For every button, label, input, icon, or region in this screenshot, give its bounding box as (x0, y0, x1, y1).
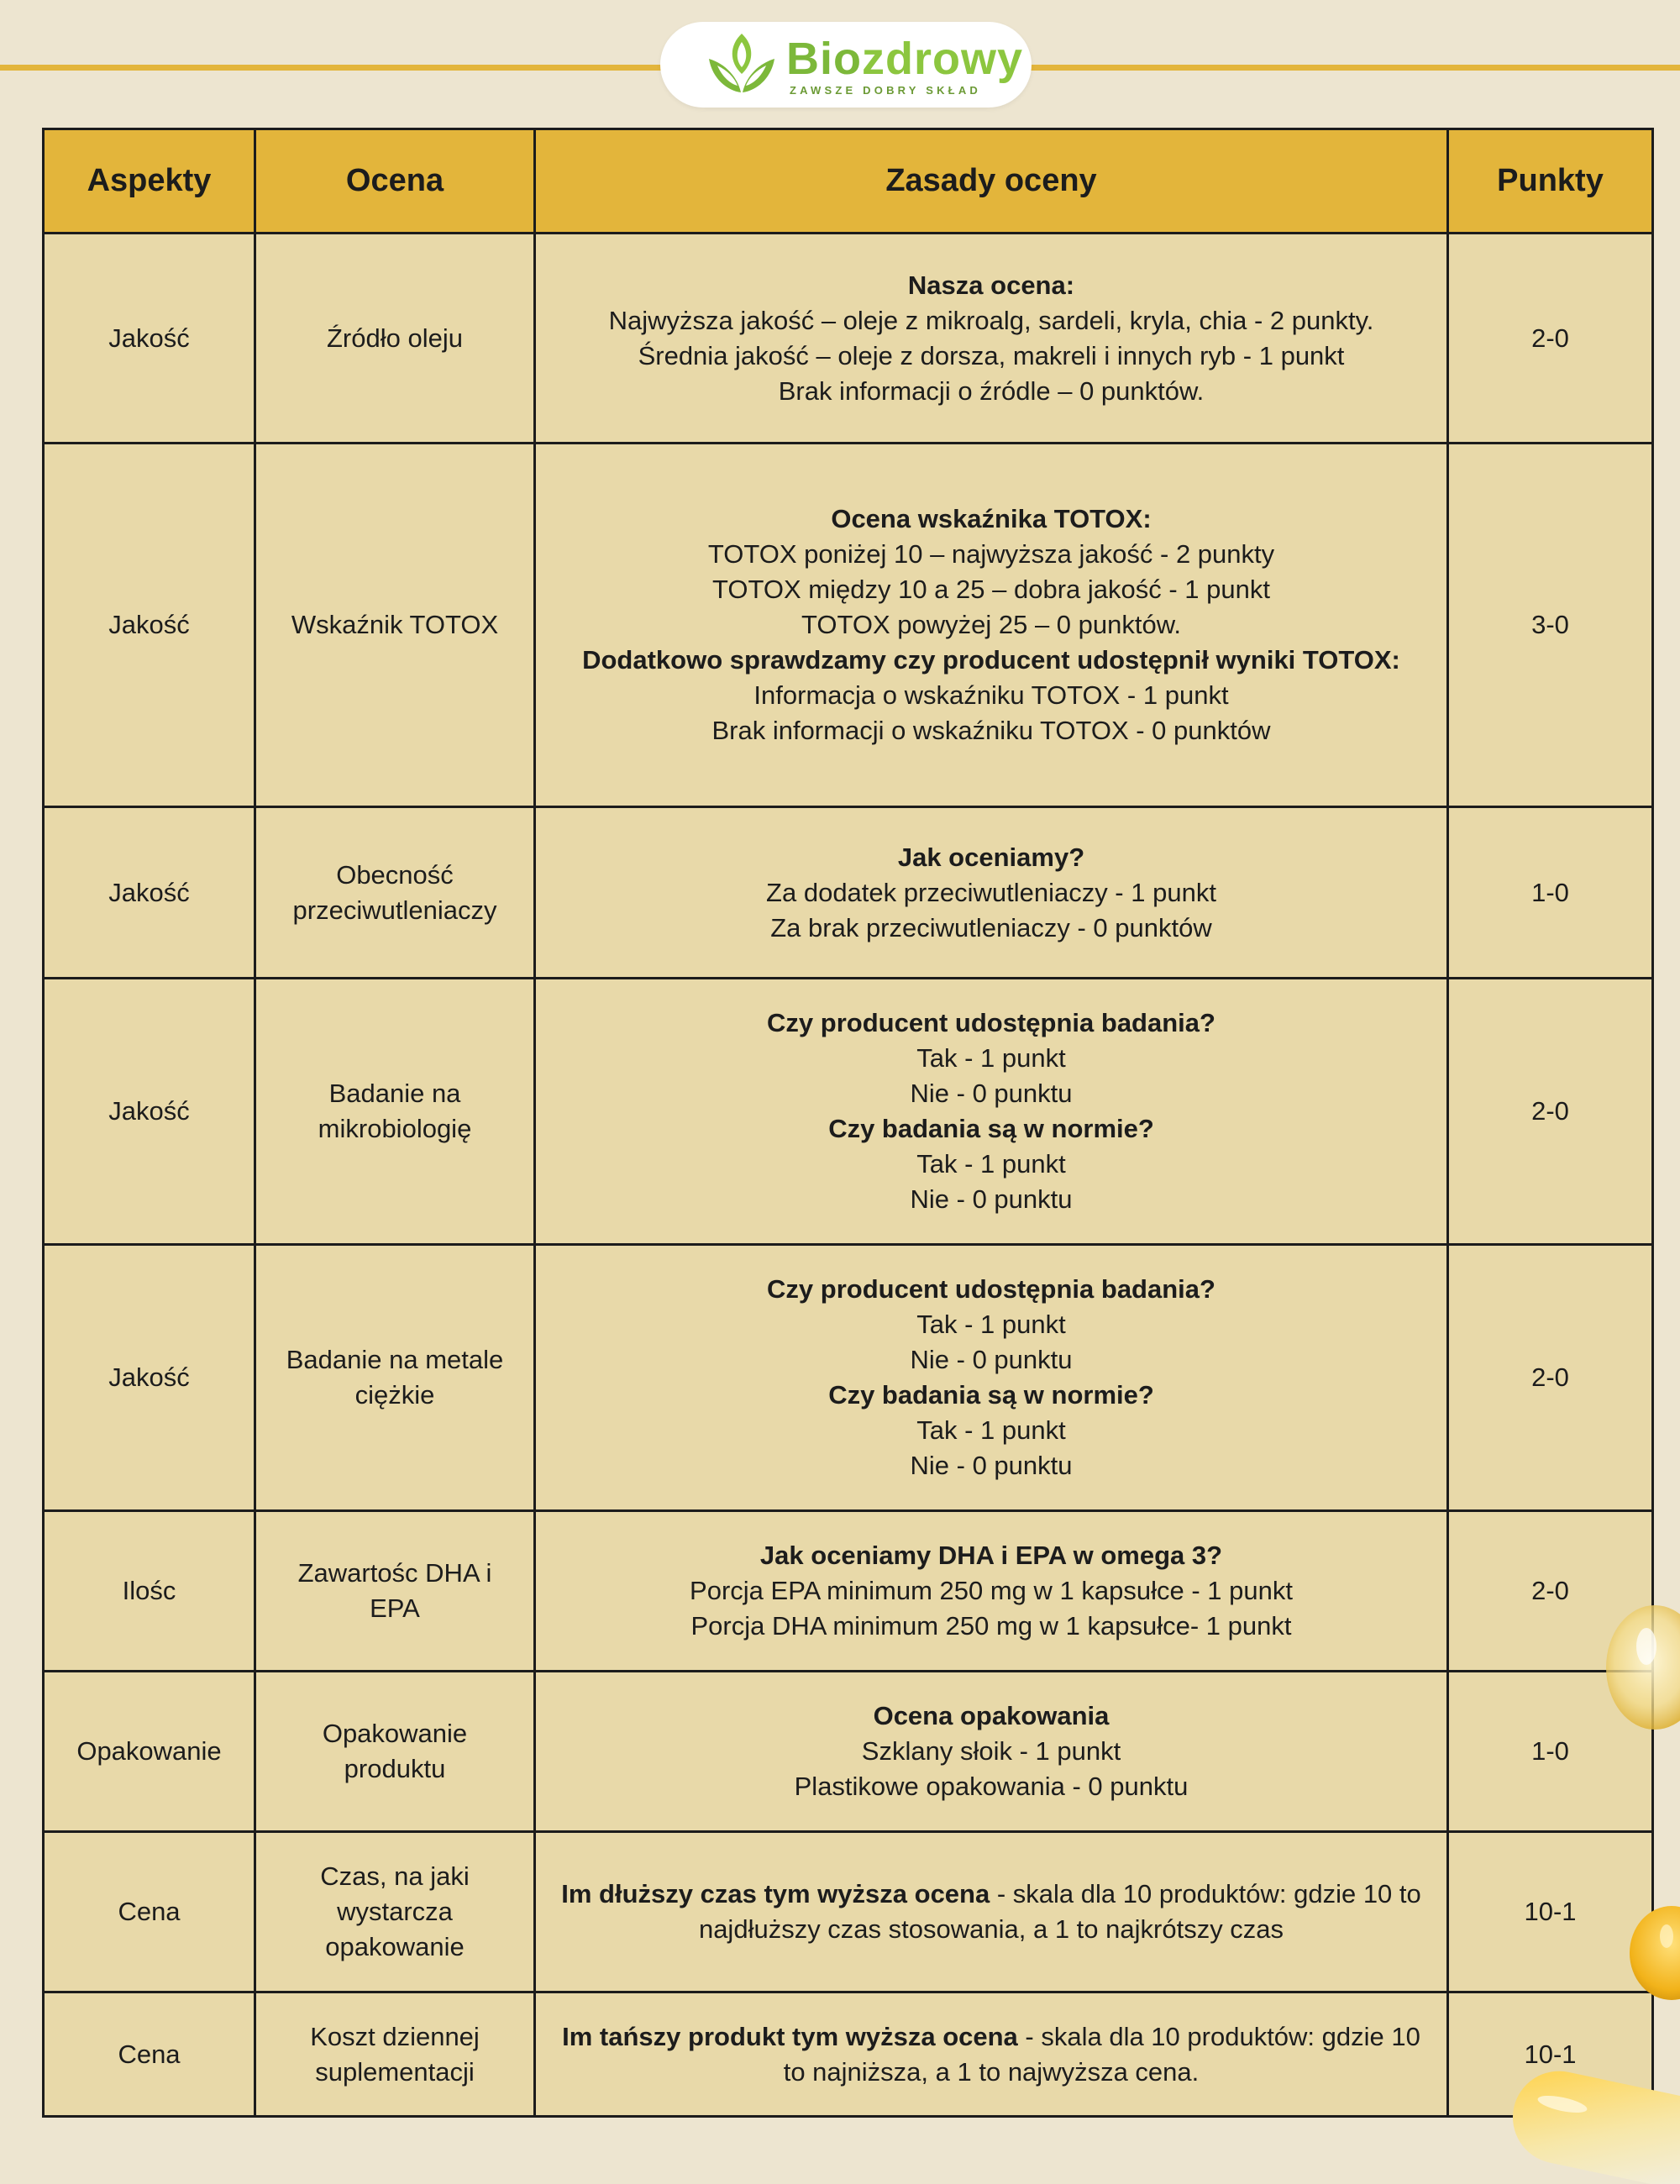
criteria-line: Brak informacji o źródle – 0 punktów. (778, 375, 1205, 406)
cell-aspekt: Cena (44, 1832, 255, 1992)
leaf-logo-icon (704, 30, 780, 101)
criteria-line: Tak - 1 punkt (916, 1149, 1066, 1179)
cell-ocena: Badanie na metale ciężkie (255, 1245, 535, 1511)
cell-ocena: Źródło oleju (255, 234, 535, 444)
criteria-heading: Ocena wskaźnika TOTOX: (831, 504, 1152, 533)
cell-ocena: Koszt dziennej suplementacji (255, 1992, 535, 2117)
header-punkty: Punkty (1448, 129, 1653, 234)
cell-zasady (535, 1832, 1448, 1992)
cell-zasady (535, 234, 1448, 444)
table-row (44, 807, 1653, 979)
criteria-line: Nie - 0 punktu (910, 1079, 1073, 1108)
capsule-illustration-top (1596, 1600, 1680, 1735)
brand-tagline: ZAWSZE DOBRY SKŁAD (790, 84, 981, 97)
table-row (44, 979, 1653, 1245)
cell-zasady (535, 1511, 1448, 1672)
criteria-line: Nie - 0 punktu (910, 1184, 1073, 1214)
cell-aspekt: Ilośc (44, 1511, 255, 1672)
criteria-heading: Im dłuższy czas tym wyższa ocena (561, 1879, 990, 1908)
criteria-heading: Dodatkowo sprawdzamy czy producent udostępnił wyniki TOTOX: (582, 645, 1400, 675)
cell-aspekt: Jakość (44, 807, 255, 979)
table-row (44, 1992, 1653, 2117)
criteria-heading: Czy badania są w normie? (828, 1380, 1154, 1410)
capsule-illustration-middle (1623, 1903, 1680, 2003)
criteria-line: TOTOX poniżej 10 – najwyższa jakość - 2 punkty (707, 539, 1275, 569)
cell-ocena: Zawartośc DHA i EPA (255, 1511, 535, 1672)
table-row (44, 1245, 1653, 1511)
criteria-line: - skala dla 10 produktów: gdzie 10 to najniższa, a 1 to najwyższa cena. (783, 2021, 1420, 2087)
criteria-heading: Czy producent udostępnia badania? (767, 1008, 1215, 1037)
criteria-line: Tak - 1 punkt (916, 1043, 1066, 1073)
cell-ocena: Badanie na mikrobiologię (255, 979, 535, 1245)
criteria-heading: Im tańszy produkt tym wyższa ocena (562, 2021, 1018, 2051)
cell-aspekt: Jakość (44, 234, 255, 444)
cell-zasady (535, 807, 1448, 979)
rating-table (42, 128, 1654, 2118)
criteria-heading: Czy badania są w normie? (828, 1114, 1154, 1143)
cell-ocena: Obecność przeciwutleniaczy (255, 807, 535, 979)
criteria-line: Tak - 1 punkt (916, 1415, 1066, 1445)
criteria-line: Porcja DHA minimum 250 mg w 1 kapsułce- 1 punkt (690, 1611, 1292, 1641)
table-row (44, 444, 1653, 807)
cell-punkty: 10-1 (1448, 1832, 1653, 1992)
criteria-heading: Czy producent udostępnia badania? (767, 1274, 1215, 1304)
cell-punkty: 3-0 (1448, 444, 1653, 807)
cell-aspekt: Opakowanie (44, 1672, 255, 1832)
brand-name: Biozdrowy (786, 34, 1024, 84)
criteria-line: - skala dla 10 produktów: gdzie 10 to najdłuższy czas stosowania, a 1 to najkrótszy czas (698, 1879, 1421, 1944)
cell-punkty: 2-0 (1448, 1511, 1653, 1672)
criteria-line: Za dodatek przeciwutleniaczy - 1 punkt (766, 877, 1216, 907)
criteria-heading: Ocena opakowania (873, 1701, 1110, 1730)
header-zasady: Zasady oceny (535, 129, 1448, 234)
criteria-line: Średnia jakość – oleje z dorsza, makreli i innych ryb - 1 punkt (638, 340, 1345, 370)
cell-aspekt: Jakość (44, 1245, 255, 1511)
capsule-illustration-bottom (1512, 2071, 1680, 2184)
table-row (44, 234, 1653, 444)
header-aspekty: Aspekty (44, 129, 255, 234)
criteria-heading: Jak oceniamy? (897, 842, 1085, 872)
cell-ocena: Wskaźnik TOTOX (255, 444, 535, 807)
cell-zasady (535, 444, 1448, 807)
criteria-line: Nie - 0 punktu (910, 1345, 1073, 1374)
criteria-line: Informacja o wskaźniku TOTOX - 1 punkt (753, 680, 1229, 710)
criteria-line: Najwyższa jakość – oleje z mikroalg, sardeli, kryla, chia - 2 punkty. (608, 305, 1374, 335)
brand-logo[interactable] (660, 22, 1032, 108)
criteria-heading: Nasza ocena: (907, 270, 1075, 300)
header-ocena: Ocena (255, 129, 535, 234)
criteria-line: Nie - 0 punktu (910, 1451, 1073, 1480)
table-row (44, 1672, 1653, 1832)
criteria-line: Porcja EPA minimum 250 mg w 1 kapsułce - 1 punkt (690, 1576, 1293, 1605)
criteria-line: TOTOX między 10 a 25 – dobra jakość - 1 punkt (712, 575, 1270, 604)
criteria-heading: Jak oceniamy DHA i EPA w omega 3? (759, 1541, 1223, 1570)
cell-aspekt: Jakość (44, 444, 255, 807)
cell-ocena: Opakowanie produktu (255, 1672, 535, 1832)
criteria-line: Szklany słoik - 1 punkt (861, 1736, 1121, 1766)
criteria-line: Brak informacji o wskaźniku TOTOX - 0 punktów (711, 716, 1271, 745)
cell-punkty: 2-0 (1448, 979, 1653, 1245)
cell-aspekt: Jakość (44, 979, 255, 1245)
criteria-line: Plastikowe opakowania - 0 punktu (794, 1772, 1189, 1801)
cell-punkty: 10-1 (1448, 1992, 1653, 2117)
cell-punkty: 1-0 (1448, 1672, 1653, 1832)
cell-punkty: 2-0 (1448, 1245, 1653, 1511)
criteria-line: Za brak przeciwutleniaczy - 0 punktów (770, 912, 1212, 942)
cell-ocena: Czas, na jaki wystarcza opakowanie (255, 1832, 535, 1992)
cell-zasady (535, 979, 1448, 1245)
cell-zasady (535, 1672, 1448, 1832)
cell-aspekt: Cena (44, 1992, 255, 2117)
cell-punkty: 2-0 (1448, 234, 1653, 444)
criteria-line: TOTOX powyżej 25 – 0 punktów. (801, 610, 1182, 639)
cell-punkty: 1-0 (1448, 807, 1653, 979)
table-row (44, 1832, 1653, 1992)
criteria-line: Tak - 1 punkt (916, 1310, 1066, 1339)
table-row (44, 1511, 1653, 1672)
table-header-row (44, 129, 1653, 234)
cell-zasady (535, 1992, 1448, 2117)
cell-zasady (535, 1245, 1448, 1511)
